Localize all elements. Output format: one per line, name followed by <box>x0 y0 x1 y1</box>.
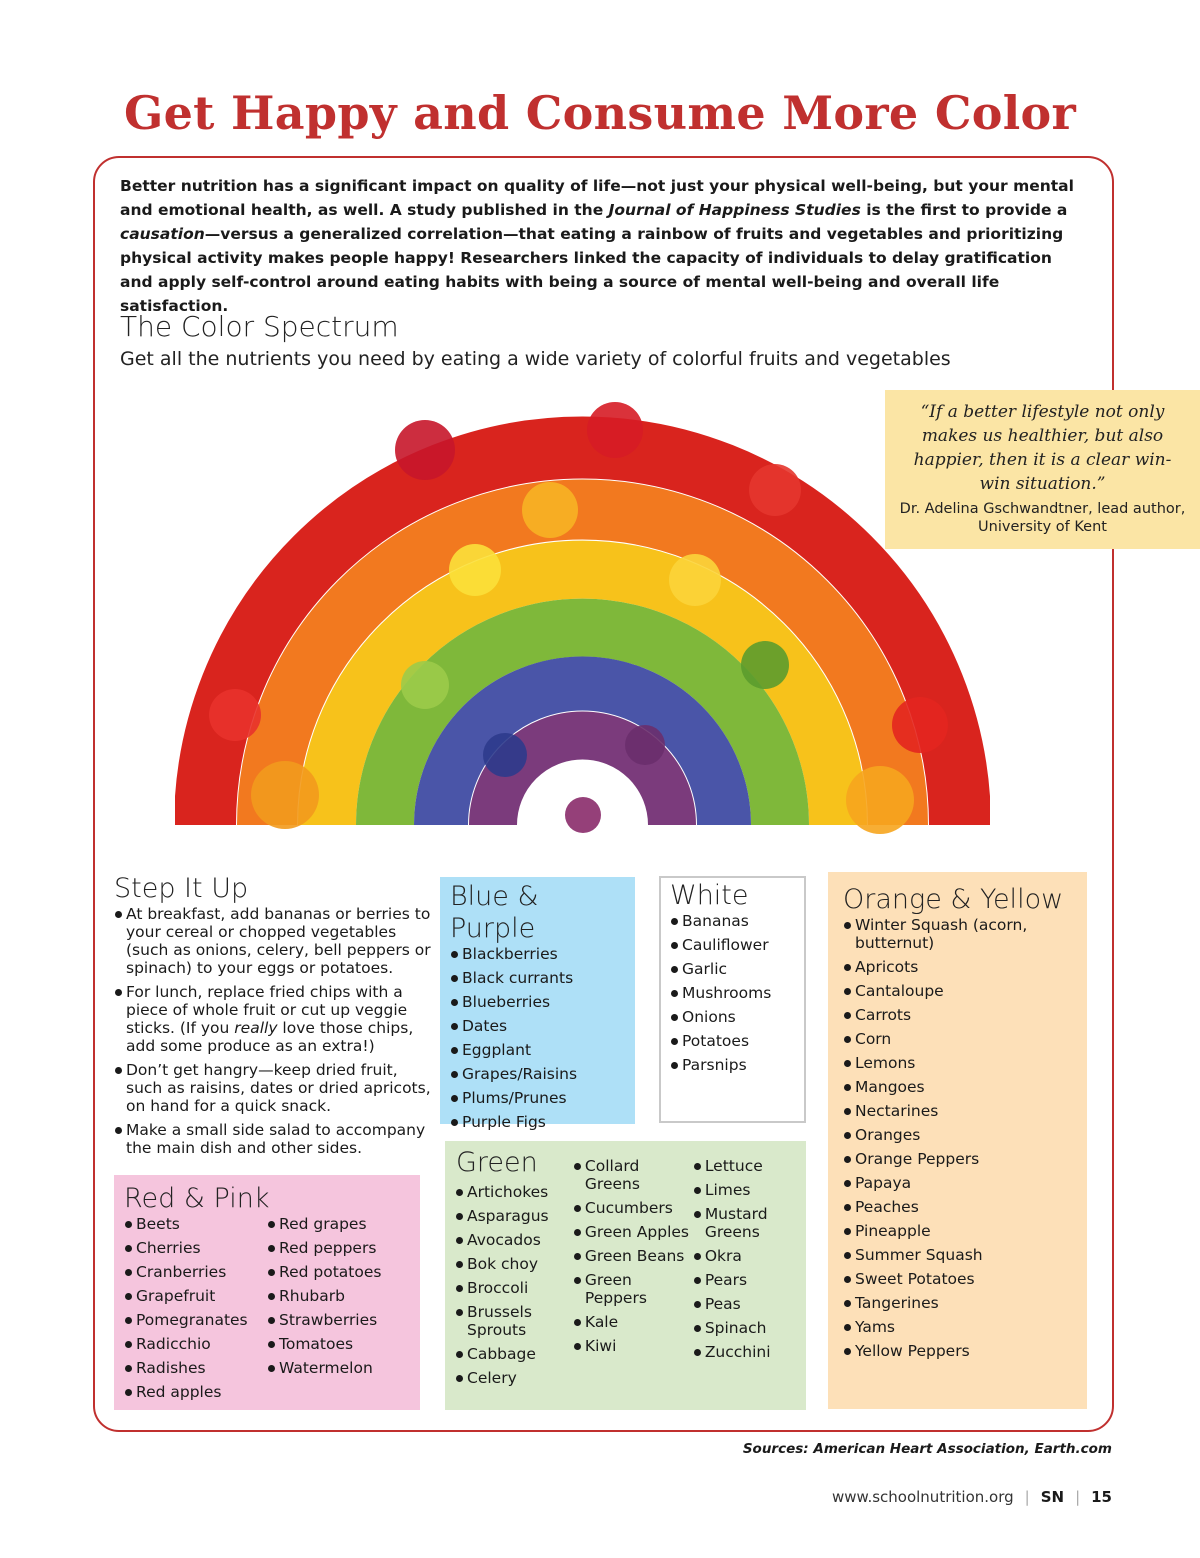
spectrum-subtitle: Get all the nutrients you need by eating a wide variety of colorful fruits and vegetables <box>120 348 951 370</box>
list-item: Artichokes <box>455 1183 573 1201</box>
page-number: 15 <box>1091 1488 1112 1506</box>
list-item: Pomegranates <box>124 1311 267 1329</box>
list-item: Radishes <box>124 1359 267 1377</box>
list-item: Eggplant <box>450 1041 625 1059</box>
list-item: Cabbage <box>455 1345 573 1363</box>
green-panel <box>445 1141 806 1410</box>
list-item: Mustard Greens <box>693 1205 796 1241</box>
list-item: Red grapes <box>267 1215 410 1233</box>
list-item: Grapefruit <box>124 1287 267 1305</box>
step-it-up-title: Step It Up <box>114 873 249 904</box>
list-item: Parsnips <box>670 1056 796 1074</box>
list-item: Apricots <box>843 958 1073 976</box>
list-item: Garlic <box>670 960 796 978</box>
list-item: Winter Squash (acorn, butternut) <box>843 916 1073 952</box>
list-item: Make a small side salad to accompany the main dish and other sides. <box>114 1121 434 1157</box>
list-item: Yellow Peppers <box>843 1342 1073 1360</box>
blue-purple-panel <box>440 877 635 1131</box>
red-pink-list-1 <box>124 1215 267 1407</box>
blue-purple-title: Blue & Purple <box>450 881 539 944</box>
list-item: Summer Squash <box>843 1246 1073 1264</box>
green-title: Green <box>456 1147 538 1178</box>
list-item: Cauliflower <box>670 936 796 954</box>
list-item: Watermelon <box>267 1359 410 1377</box>
list-item: Broccoli <box>455 1279 573 1297</box>
list-item: Zucchini <box>693 1343 796 1361</box>
list-item: Peas <box>693 1295 796 1313</box>
green-list-3 <box>693 1149 796 1393</box>
red-pink-panel <box>114 1175 420 1410</box>
spectrum-title: The Color Spectrum <box>120 310 399 343</box>
list-item: Green Apples <box>573 1223 693 1241</box>
list-item: Cantaloupe <box>843 982 1073 1000</box>
green-list-1 <box>455 1149 573 1393</box>
step-it-up-list <box>114 905 434 1157</box>
list-item: Green Peppers <box>573 1271 693 1307</box>
footer-divider: | <box>1075 1488 1081 1506</box>
white-list <box>670 912 796 1074</box>
list-item: Sweet Potatoes <box>843 1270 1073 1288</box>
list-item: Bok choy <box>455 1255 573 1273</box>
footer-divider: | <box>1024 1488 1030 1506</box>
list-item: Corn <box>843 1030 1073 1048</box>
rainbow-arcs <box>205 447 960 825</box>
red-pink-columns <box>124 1215 410 1407</box>
list-item: Celery <box>455 1369 573 1387</box>
page-title: Get Happy and Consume More Color <box>123 86 1076 140</box>
sources-note: Sources: American Heart Association, Earth.com <box>742 1441 1112 1457</box>
list-item: Black currants <box>450 969 625 987</box>
list-item: Nectarines <box>843 1102 1073 1120</box>
list-item: Tangerines <box>843 1294 1073 1312</box>
list-item: Kiwi <box>573 1337 693 1355</box>
quote-text: “If a better lifestyle not only makes us healthier, but also happier, then it is a clear win-win situation.” <box>913 402 1172 494</box>
list-item: Onions <box>670 1008 796 1026</box>
blue-purple-list <box>450 945 625 1131</box>
red-pink-list-2 <box>267 1215 410 1407</box>
list-item: Red potatoes <box>267 1263 410 1281</box>
page-footer <box>832 1488 1112 1506</box>
list-item: Oranges <box>843 1126 1073 1144</box>
list-item: Papaya <box>843 1174 1073 1192</box>
list-item: Carrots <box>843 1006 1073 1024</box>
list-item: Kale <box>573 1313 693 1331</box>
list-item: Purple Figs <box>450 1113 625 1131</box>
orange-yellow-panel <box>828 872 1087 1409</box>
list-item: Blueberries <box>450 993 625 1011</box>
list-item: Red apples <box>124 1383 267 1401</box>
list-item: Yams <box>843 1318 1073 1336</box>
list-item: Don’t get hangry—keep dried fruit, such as raisins, dates or dried apricots, on hand for a quick snack. <box>114 1061 434 1115</box>
white-title: White <box>670 880 749 911</box>
list-item: Cucumbers <box>573 1199 693 1217</box>
list-item: Red peppers <box>267 1239 410 1257</box>
list-item: Radicchio <box>124 1335 267 1353</box>
list-item: Cherries <box>124 1239 267 1257</box>
list-item: Cranberries <box>124 1263 267 1281</box>
list-item: Avocados <box>455 1231 573 1249</box>
list-item: At breakfast, add bananas or berries to your cereal or chopped vegetables (such as onions, celery, bell peppers or spinach) to your eggs or potatoes. <box>114 905 434 977</box>
list-item: Strawberries <box>267 1311 410 1329</box>
step-it-up-section <box>114 873 434 1163</box>
list-item: Pineapple <box>843 1222 1073 1240</box>
list-item: Brussels Sprouts <box>455 1303 573 1339</box>
list-item: Asparagus <box>455 1207 573 1225</box>
list-item: Bananas <box>670 912 796 930</box>
green-list-2 <box>573 1149 693 1393</box>
list-item: Blackberries <box>450 945 625 963</box>
list-item: Dates <box>450 1017 625 1035</box>
list-item: Lemons <box>843 1054 1073 1072</box>
list-item: Lettuce <box>693 1157 796 1175</box>
list-item: Beets <box>124 1215 267 1233</box>
list-item: Limes <box>693 1181 796 1199</box>
orange-yellow-list <box>843 916 1073 1360</box>
list-item: Orange Peppers <box>843 1150 1073 1168</box>
list-item: Grapes/Raisins <box>450 1065 625 1083</box>
produce-rainbow-image <box>175 395 990 845</box>
footer-url[interactable]: www.schoolnutrition.org <box>832 1488 1014 1506</box>
list-item: Plums/Prunes <box>450 1089 625 1107</box>
list-item: Mushrooms <box>670 984 796 1002</box>
red-pink-title: Red & Pink <box>124 1183 270 1214</box>
intro-paragraph: Better nutrition has a significant impact on quality of life—not just your physical well-being, but your mental and emotional health, as well. A study published in the Journal of Happiness Studies is the first to provide a causation—versus a generalized correlation—that eating a rainbow of fruits and vegetables and prioritizing physical activity makes people happy! Researchers linked the capacity of individuals to delay gratification and apply self-control around eating habits with being a source of mental well-being and overall life satisfaction. <box>120 177 1074 315</box>
list-item: Spinach <box>693 1319 796 1337</box>
list-item: Rhubarb <box>267 1287 410 1305</box>
list-item: Collard Greens <box>573 1157 693 1193</box>
quote-author: Dr. Adelina Gschwandtner, lead author, University of Kent <box>899 501 1186 535</box>
footer-brand: SN <box>1040 1488 1065 1506</box>
list-item: Mangoes <box>843 1078 1073 1096</box>
green-columns <box>455 1149 796 1393</box>
list-item: Peaches <box>843 1198 1073 1216</box>
list-item: Green Beans <box>573 1247 693 1265</box>
orange-yellow-title: Orange & Yellow <box>843 884 1064 915</box>
list-item: Okra <box>693 1247 796 1265</box>
list-item: Pears <box>693 1271 796 1289</box>
list-item: Tomatoes <box>267 1335 410 1353</box>
list-item: For lunch, replace fried chips with a piece of whole fruit or cut up veggie sticks. (If you really love those chips, add some produce as an extra!) <box>114 983 434 1055</box>
list-item: Potatoes <box>670 1032 796 1050</box>
white-panel <box>659 876 806 1123</box>
